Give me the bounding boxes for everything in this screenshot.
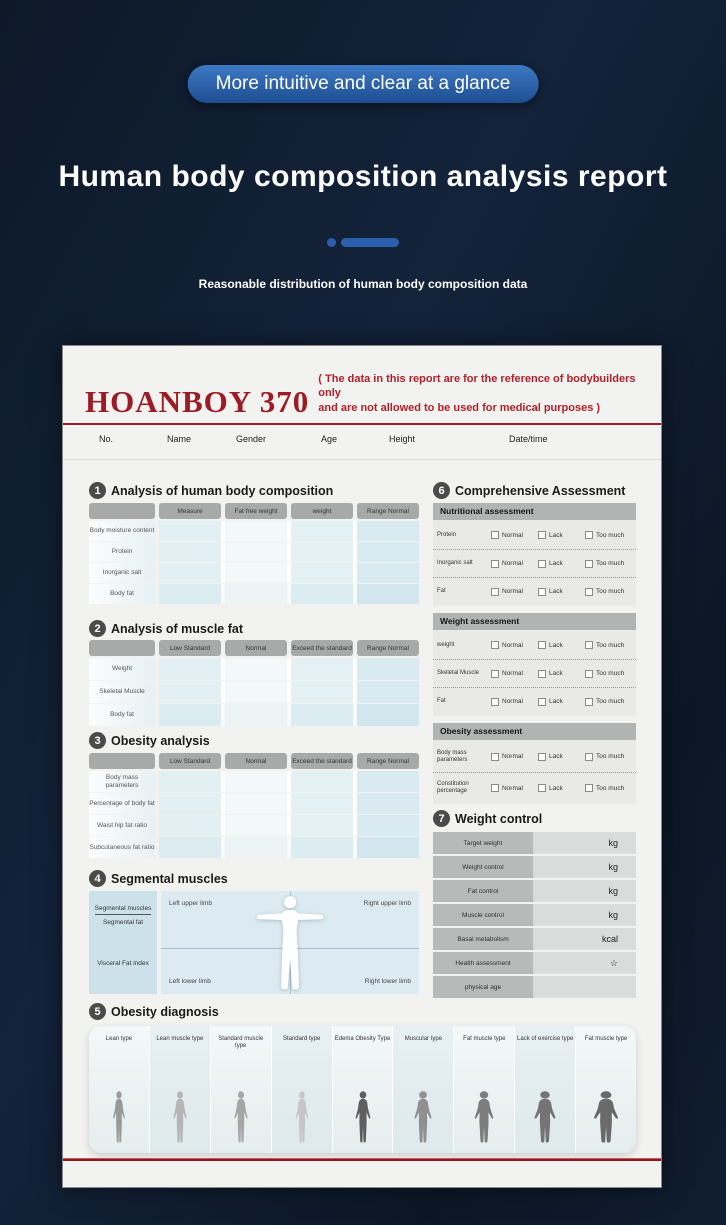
page-subtitle: Reasonable distribution of human body composition data [198, 277, 528, 291]
option-normal [491, 753, 538, 761]
option-too-much [585, 641, 632, 649]
diagnosis-type-label: Standard type [282, 1036, 321, 1042]
option-label: Too much [596, 588, 625, 595]
column-header: Exceed the standard [291, 753, 353, 769]
diagnosis-column [454, 1026, 515, 1153]
group-heading-nutritional: Nutritional assessment [433, 503, 636, 520]
comprehensive-assessment-panel [433, 503, 636, 804]
column-header: Measure [159, 503, 221, 519]
section6-title-text: Comprehensive Assessment [455, 483, 626, 498]
nutritional-assessment-body [433, 520, 636, 606]
checkbox[interactable] [585, 531, 593, 539]
weight-control-row [433, 928, 636, 950]
option-label: Normal [502, 784, 523, 792]
body-silhouette-icon [111, 1091, 126, 1143]
option-lack [538, 753, 585, 761]
row-label: Weight [89, 658, 155, 680]
table-row [89, 704, 419, 726]
composition-table [89, 503, 419, 605]
divider-dot-icon [327, 238, 336, 247]
row-unit: ☆ [533, 952, 636, 974]
option-normal [491, 531, 538, 539]
option-lack [538, 670, 585, 678]
column-header: Low Standard [159, 640, 221, 656]
option-normal [491, 588, 538, 596]
checkbox[interactable] [491, 784, 499, 792]
info-field-age: Age [321, 434, 338, 444]
option-too-much [585, 753, 632, 761]
info-field-no: No. [99, 434, 114, 444]
diagnosis-column [150, 1026, 211, 1153]
body-silhouette-icon [353, 1091, 372, 1143]
row-unit: kg [533, 832, 636, 854]
assessment-row-label: Inorganic salt [437, 560, 473, 567]
header-rule [63, 423, 661, 425]
row-unit: kcal [533, 928, 636, 950]
checkbox[interactable] [538, 531, 546, 539]
option-label: Too much [596, 531, 625, 539]
row-values-band [159, 521, 419, 541]
option-too-much [585, 588, 632, 596]
table-row [89, 563, 419, 583]
assessment-row-label: weight [437, 641, 455, 648]
checkbox[interactable] [585, 641, 593, 649]
column-header: Range Normal [357, 753, 419, 769]
assessment-row [433, 741, 636, 772]
legend-visceral-fat-index: Visceral Fat index [97, 960, 149, 967]
row-label: Fat control [433, 880, 533, 902]
option-too-much [585, 784, 632, 792]
row-label: Body fat [89, 704, 155, 726]
obesity-assessment-body [433, 740, 636, 804]
diagnosis-column [515, 1026, 576, 1153]
option-label: Normal [502, 641, 523, 649]
diagnosis-column [89, 1026, 150, 1153]
option-normal [491, 641, 538, 649]
section1-number-badge: 1 [89, 482, 106, 499]
section7-number-badge: 7 [433, 810, 450, 827]
assessment-row [433, 772, 636, 803]
blank-header-cell [89, 753, 155, 769]
obesity-analysis-table [89, 753, 419, 859]
row-label: Skeletal Muscle [89, 681, 155, 703]
option-label: Lack [549, 531, 563, 539]
row-label: Subcutaneous fat ratio [89, 837, 155, 858]
body-silhouette-icon [171, 1091, 188, 1143]
option-label: Too much [596, 560, 625, 567]
segmental-muscles-panel [89, 891, 419, 994]
segmental-legend [89, 891, 157, 994]
disclaimer-line-1: ( The data in this report are for the reference of bodybuilders only [318, 373, 636, 400]
assessment-row [433, 659, 636, 687]
option-normal [491, 670, 538, 678]
row-label: Protein [89, 542, 155, 562]
option-label: Lack [549, 698, 563, 705]
section7-title-text: Weight control [455, 811, 543, 826]
checkbox[interactable] [585, 753, 593, 761]
table-row [89, 521, 419, 541]
row-values-band [159, 563, 419, 583]
option-label: Too much [596, 670, 625, 677]
group-heading-obesity: Obesity assessment [433, 723, 636, 740]
muscle-fat-table-header [89, 640, 419, 656]
group-heading-weight: Weight assessment [433, 613, 636, 630]
body-silhouette-icon [294, 1091, 310, 1143]
report-header [63, 346, 661, 422]
checkbox[interactable] [538, 560, 546, 568]
option-label: Lack [549, 588, 563, 595]
composition-table-header [89, 503, 419, 519]
option-label: Too much [596, 753, 625, 760]
option-normal [491, 560, 538, 568]
body-silhouette-icon [232, 1091, 249, 1143]
section3-title [89, 732, 210, 749]
muscle-fat-table [89, 640, 419, 727]
table-row [89, 771, 419, 792]
weight-assessment-body [433, 630, 636, 716]
column-header: Normal [225, 640, 287, 656]
section3-title-text: Obesity analysis [111, 733, 210, 748]
assessment-row [433, 521, 636, 549]
tagline-text: More intuitive and clear at a glance [215, 73, 511, 94]
table-row [89, 542, 419, 562]
body-silhouette-icon [472, 1091, 496, 1143]
diagnosis-column [272, 1026, 333, 1153]
legend-segmental-muscles: Segmental muscles [95, 905, 152, 915]
obesity-analysis-table-header [89, 753, 419, 769]
option-label: Normal [502, 531, 523, 539]
option-label: Lack [549, 560, 563, 567]
diagnosis-type-label: Fat muscle type [584, 1036, 628, 1042]
table-row [89, 837, 419, 858]
option-lack [538, 641, 585, 649]
row-values-band [159, 542, 419, 562]
option-label: Normal [502, 753, 523, 760]
diagnosis-type-label: Edema Obesity Type [334, 1036, 391, 1042]
info-field-height: Height [389, 434, 416, 444]
legend-segmental-fat: Segmental fat [102, 919, 144, 926]
checkbox[interactable] [585, 560, 593, 568]
checkbox[interactable] [538, 670, 546, 678]
checkbox[interactable] [491, 670, 499, 678]
row-label: Inorganic salt [89, 563, 155, 583]
diagnosis-column [211, 1026, 272, 1153]
checkbox[interactable] [585, 698, 593, 706]
row-unit: kg [533, 856, 636, 878]
body-silhouette-icon [591, 1091, 622, 1143]
assessment-row-label: Constitution percentage [437, 781, 469, 794]
table-row [89, 681, 419, 703]
info-field-datetime: Date/time [509, 434, 548, 444]
row-label: physical age [433, 976, 533, 998]
segmental-body-map [161, 891, 419, 994]
checkbox[interactable] [585, 588, 593, 596]
assessment-row [433, 687, 636, 715]
option-lack [538, 698, 585, 706]
row-label: Body moisture content [89, 521, 155, 541]
weight-control-row [433, 832, 636, 854]
option-too-much [585, 698, 632, 706]
option-label: Too much [596, 784, 625, 792]
row-values-band [159, 771, 419, 792]
report-sheet [62, 345, 662, 1188]
section7-title [433, 810, 542, 827]
row-label: Target weight [433, 832, 533, 854]
section1-title-text: Analysis of human body composition [111, 483, 334, 498]
limb-label-left-lower: Left lower limb [169, 978, 211, 985]
weight-control-row [433, 952, 636, 974]
option-label: Too much [596, 641, 625, 649]
page-title: Human body composition analysis report [58, 160, 668, 193]
option-too-much [585, 670, 632, 678]
diagnosis-type-label: Standard muscle type [218, 1036, 264, 1049]
row-label: Basal metabolism [433, 928, 533, 950]
weight-control-row [433, 880, 636, 902]
diagnosis-type-label: Lack of exercise type [516, 1036, 574, 1042]
section4-title [89, 870, 228, 887]
weight-control-row [433, 976, 636, 998]
section4-number-badge: 4 [89, 870, 106, 887]
weight-control-row [433, 856, 636, 878]
table-row [89, 793, 419, 814]
section3-number-badge: 3 [89, 732, 106, 749]
row-label: Muscle control [433, 904, 533, 926]
assessment-row [433, 549, 636, 577]
column-header: weight [291, 503, 353, 519]
checkbox[interactable] [491, 641, 499, 649]
info-rule [63, 459, 661, 460]
option-label: Lack [549, 784, 563, 792]
option-normal [491, 698, 538, 706]
option-lack [538, 588, 585, 596]
table-row [89, 584, 419, 604]
assessment-row-label: Fat [437, 698, 446, 705]
row-label: Health assessment [433, 952, 533, 974]
section2-title [89, 620, 243, 637]
diagnosis-columns [89, 1026, 636, 1153]
row-label: Percentage of body fat [89, 793, 155, 814]
checkbox[interactable] [585, 784, 593, 792]
column-header: Exceed the standard [291, 640, 353, 656]
section5-title [89, 1003, 219, 1020]
row-values-band [159, 704, 419, 726]
row-label: Weight control [433, 856, 533, 878]
checkbox[interactable] [491, 753, 499, 761]
checkbox[interactable] [538, 698, 546, 706]
option-label: Lack [549, 670, 563, 677]
row-unit: kg [533, 904, 636, 926]
assessment-row-label: Body mass parameters [437, 749, 468, 763]
option-too-much [585, 560, 632, 568]
info-field-name: Name [167, 434, 192, 444]
section5-title-text: Obesity diagnosis [111, 1004, 219, 1019]
divider-bar-icon [341, 238, 399, 247]
column-header: Range Normal [357, 640, 419, 656]
checkbox[interactable] [491, 560, 499, 568]
row-values-band [159, 837, 419, 858]
option-label: Normal [502, 588, 523, 595]
option-lack [538, 784, 585, 792]
row-values-band [159, 681, 419, 703]
diagnosis-column [333, 1026, 394, 1153]
checkbox[interactable] [538, 753, 546, 761]
checkbox[interactable] [491, 588, 499, 596]
option-label: Normal [502, 560, 523, 567]
section6-title [433, 482, 625, 499]
diagnosis-type-label: Fat muscle type [463, 1036, 506, 1042]
option-label: Normal [502, 670, 523, 677]
diagnosis-type-label: Muscular type [404, 1036, 443, 1042]
obesity-diagnosis-panel [89, 1026, 636, 1153]
section2-number-badge: 2 [89, 620, 106, 637]
option-label: Too much [596, 698, 625, 705]
row-label: Body fat [89, 584, 155, 604]
info-field-gender: Gender [236, 434, 267, 444]
row-label: Body mass parameters [89, 771, 155, 792]
option-label: Normal [502, 698, 523, 705]
assessment-row-label: Skeletal Muscle [437, 670, 480, 677]
column-header: Normal [225, 753, 287, 769]
assessment-row [433, 631, 636, 659]
diagnosis-column [576, 1026, 636, 1153]
body-silhouette-icon [532, 1091, 559, 1143]
brand-title: HOANBOY 370 [85, 384, 310, 419]
checkbox[interactable] [585, 670, 593, 678]
weight-control-table [433, 832, 636, 1000]
limb-label-right-upper: Right upper limb [363, 900, 411, 907]
section5-number-badge: 5 [89, 1003, 106, 1020]
section6-number-badge: 6 [433, 482, 450, 499]
checkbox[interactable] [491, 698, 499, 706]
blank-header-cell [89, 640, 155, 656]
checkbox[interactable] [538, 588, 546, 596]
row-values-band [159, 584, 419, 604]
row-values-band [159, 793, 419, 814]
checkbox[interactable] [538, 784, 546, 792]
report-disclaimer [318, 372, 649, 417]
column-header: Range Normal [357, 503, 419, 519]
diagnosis-type-label: Lean type [105, 1036, 133, 1042]
tagline-pill[interactable] [188, 65, 539, 103]
option-normal [491, 784, 538, 792]
divider-ornament [327, 238, 399, 247]
assessment-row-label: Protein [437, 531, 457, 538]
assessment-row-label: Fat [437, 588, 446, 595]
disclaimer-line-2: and are not allowed to be used for medical purposes ) [318, 401, 601, 414]
assessment-row [433, 577, 636, 605]
section4-title-text: Segmental muscles [111, 871, 228, 886]
row-values-band [159, 815, 419, 836]
section2-title-text: Analysis of muscle fat [111, 621, 243, 636]
option-label: Lack [549, 641, 563, 649]
row-values-band [159, 658, 419, 680]
section1-title [89, 482, 333, 499]
table-row [89, 658, 419, 680]
weight-control-row [433, 904, 636, 926]
option-too-much [585, 531, 632, 539]
checkbox[interactable] [491, 531, 499, 539]
limb-label-right-lower: Right lower limb [364, 978, 411, 985]
checkbox[interactable] [538, 641, 546, 649]
body-figure-icon [252, 894, 328, 992]
body-silhouette-icon [412, 1091, 434, 1143]
option-lack [538, 560, 585, 568]
row-unit: kg [533, 880, 636, 902]
row-unit [533, 976, 636, 998]
blank-header-cell [89, 503, 155, 519]
table-row [89, 815, 419, 836]
row-label: Waist hip fat ratio [89, 815, 155, 836]
diagnosis-column [393, 1026, 454, 1153]
report-bottom-rule [63, 1158, 661, 1161]
limb-label-left-upper: Left upper limb [169, 900, 212, 907]
option-lack [538, 531, 585, 539]
diagnosis-type-label: Lean muscle type [156, 1036, 204, 1042]
column-header: Low Standard [159, 753, 221, 769]
option-label: Lack [549, 753, 563, 760]
column-header: Fat free weight [225, 503, 287, 519]
